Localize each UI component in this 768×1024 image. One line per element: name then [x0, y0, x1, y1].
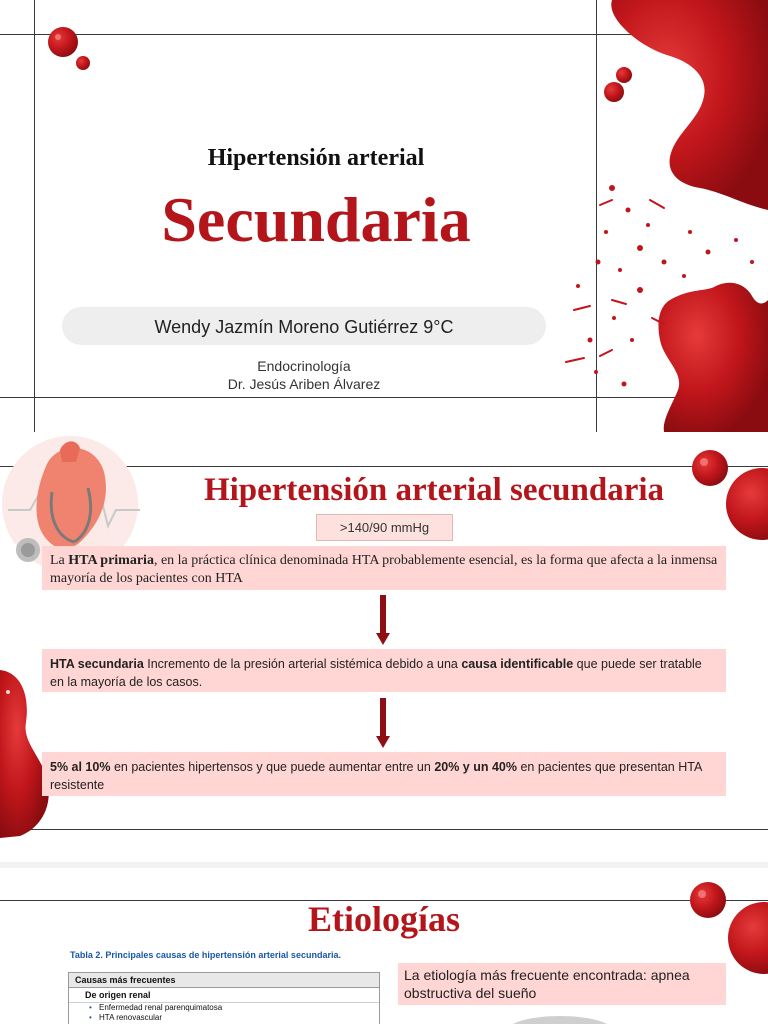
table-header: Causas más frecuentes	[69, 973, 379, 988]
text: 20% y un 40%	[434, 760, 517, 774]
slide2-title: Hipertensión arterial secundaria	[203, 472, 665, 508]
table-caption	[70, 950, 341, 960]
text: en pacientes hipertensos y que puede aumentar entre un	[110, 760, 435, 774]
prevalence-box	[42, 752, 726, 796]
arrow-down-icon	[376, 698, 390, 748]
bp-threshold-badge: >140/90 mmHg	[316, 514, 453, 541]
primary-hta-box	[42, 546, 726, 590]
content-slide-etiology	[0, 868, 768, 1024]
text: en pacientes que presentan HTA resistente	[50, 760, 702, 792]
doctor-name: Dr. Jesús Ariben Álvarez	[227, 376, 381, 392]
table-group: De origen renal	[69, 988, 379, 1003]
arrow-down-icon	[376, 595, 390, 645]
text: HTA secundaria	[50, 657, 144, 671]
text: 5% al 10%	[50, 760, 111, 774]
title-slide	[0, 0, 768, 432]
subject-name: Endocrinología	[257, 358, 351, 374]
text: , en la práctica clínica denominada HTA probablemente esencial, es la forma que afecta a la inmensa mayoría de los pacientes con HTA	[50, 553, 718, 586]
etiology-note: La etiología más frecuente encontrada: apnea obstructiva del sueño	[398, 963, 726, 1005]
text: La	[50, 553, 69, 568]
text: HTA primaria	[68, 553, 154, 568]
text: causa identificable	[461, 657, 574, 671]
table-row: • Enfermedad renal parenquimatosa	[69, 1003, 379, 1013]
causes-table	[68, 972, 380, 1024]
author-name: Wendy Jazmín Moreno Gutiérrez 9°C	[154, 317, 454, 337]
text: Tabla 2.	[70, 950, 103, 960]
secondary-hta-box	[42, 649, 726, 692]
slide1-subtitle: Hipertensión arterial	[207, 145, 425, 171]
content-slide-definition	[0, 432, 768, 868]
table-row: • HTA renovascular	[69, 1013, 379, 1023]
text: que puede ser tratable en la mayoría de los casos.	[50, 657, 702, 689]
slide1-title: Secundaria	[161, 184, 471, 255]
slide3-title: Etiologías	[307, 899, 460, 939]
text: Incremento de la presión arterial sistémica debido a una	[143, 657, 462, 671]
text: Principales causas de hipertensión arterial secundaria.	[102, 950, 341, 960]
